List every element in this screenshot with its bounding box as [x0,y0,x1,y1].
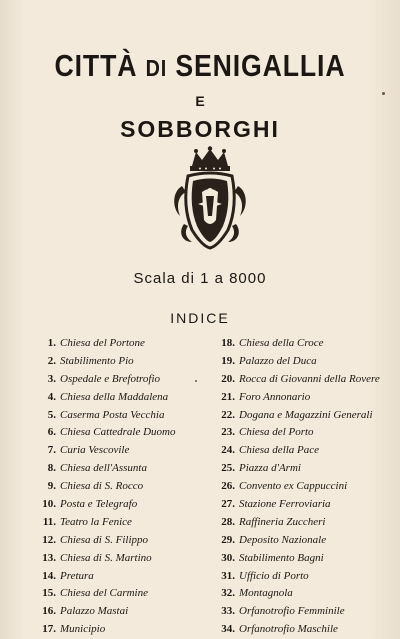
index-entry [34,353,214,371]
entry-number: 6. [47,426,56,439]
entry-number: 32. [221,587,235,600]
entry-number: 22. [221,408,235,421]
index-entry [215,389,400,407]
entry-number: 26. [221,480,235,493]
entry-number: 15. [42,587,56,600]
index-entry [34,496,214,514]
document-subtitle: SOBBORGHI [120,116,280,142]
index-entry [215,407,400,425]
entry-number: 28. [221,515,235,528]
entry-number: 21. [221,390,235,403]
index-entry [34,407,214,425]
entry-name: Chiesa del Carmine [60,587,148,600]
entry-number: 5. [47,408,56,421]
entry-name: Chiesa del Porto [239,426,314,439]
entry-name: Caserma Posta Vecchia [60,408,165,421]
entry-name: Teatro la Fenice [60,515,132,528]
entry-number: 30. [221,551,235,564]
paper-speck [195,380,197,382]
entry-name: Chiesa della Pace [239,444,320,457]
index-entry [34,514,214,532]
index-entry [215,442,400,460]
index-entry [34,603,214,621]
entry-number: 3. [47,372,56,385]
entry-name: Dogana e Magazzini Generali [239,408,373,421]
entry-number: 13. [42,551,56,564]
entry-name: Montagnola [239,587,293,600]
index-entry [215,585,400,603]
entry-number: 29. [221,533,235,546]
entry-name: Palazzo Mastai [60,605,129,618]
index-entry [215,335,400,353]
index-entry [215,568,400,586]
index-column-left [34,335,214,639]
entry-number: 10. [42,498,56,511]
index-entry [215,478,400,496]
index-entry [215,371,400,389]
map-scale: Scala di 1 a 8000 [133,270,267,287]
index-entry [34,585,214,603]
index-entry [34,442,214,460]
entry-name: Curia Vescovile [60,444,130,457]
entry-number: 9. [47,480,56,493]
entry-name: Orfanotrofio Femminile [239,605,345,618]
index-entry [215,532,400,550]
entry-name: Posta e Telegrafo [60,498,138,511]
entry-name: Deposito Nazionale [239,533,327,546]
entry-name: Convento ex Cappuccini [239,480,348,493]
entry-name: Orfanotrofio Maschile [239,623,338,636]
entry-name: Rocca di Giovanni della Rovere [239,372,380,385]
entry-number: 1. [47,337,56,349]
index-entry [34,532,214,550]
index-entry [215,514,400,532]
entry-number: 27. [221,498,235,511]
entry-number: 7. [47,444,56,457]
title-word-di: DI [145,55,168,81]
index-entry [215,496,400,514]
entry-name: Foro Annonario [239,390,311,403]
index-entry [215,424,400,442]
entry-number: 24. [221,444,235,457]
index-column-right [215,335,400,639]
entry-number: 18. [221,337,235,349]
index-entry [34,621,214,639]
index-entry [34,335,214,353]
entry-number: 34. [221,623,235,636]
coat-of-arms-icon [168,146,252,252]
entry-number: 2. [47,354,56,367]
index-entry [34,478,214,496]
document-title [28,48,372,84]
paper-speck [382,92,385,95]
entry-name: Chiesa del Portone [60,337,145,349]
entry-name: Chiesa di S. Rocco [60,480,144,493]
entry-number: 17. [42,623,56,636]
entry-name: Chiesa di S. Martino [60,551,152,564]
entry-name: Chiesa Cattedrale Duomo [60,426,176,439]
title-conjunction: E [195,93,205,109]
entry-number: 14. [42,569,56,582]
entry-name: Stabilimento Pio [60,354,134,367]
entry-number: 8. [47,462,56,475]
index-entry [34,389,214,407]
index-heading: INDICE [170,310,230,326]
entry-name: Stazione Ferroviaria [239,498,331,511]
entry-number: 33. [221,605,235,618]
entry-name: Chiesa della Maddalena [60,390,169,403]
entry-name: Raffineria Zuccheri [239,515,326,528]
entry-name: Municipio [60,623,106,636]
entry-name: Pretura [60,569,94,582]
entry-number: 25. [221,462,235,475]
entry-number: 12. [42,533,56,546]
entry-name: Chiesa dell'Assunta [60,462,147,475]
entry-number: 23. [221,426,235,439]
entry-name: Palazzo del Duca [239,354,317,367]
index-entry [215,621,400,639]
entry-name: Ufficio di Porto [239,569,309,582]
entry-number: 4. [47,390,56,403]
title-word-senigallia: SENIGALLIA [175,48,346,83]
index-entry [215,550,400,568]
entry-number: 16. [42,605,56,618]
entry-name: Ospedale e Brefotrofio [60,372,160,385]
title-word-citta: CITTÀ [54,48,138,83]
entry-number: 31. [221,569,235,582]
index-entry [215,460,400,478]
index-entry [34,460,214,478]
index-entry [34,568,214,586]
entry-name: Chiesa di S. Filippo [60,533,148,546]
entry-number: 20. [221,372,235,385]
index-entry [34,550,214,568]
entry-number: 11. [42,515,56,528]
index-entry [34,371,214,389]
index-entry [215,603,400,621]
index-entry [215,353,400,371]
entry-name: Stabilimento Bagni [239,551,324,564]
entry-name: Piazza d'Armi [239,462,301,475]
entry-name: Chiesa della Croce [239,337,324,349]
index-entry [34,424,214,442]
entry-number: 19. [221,354,235,367]
